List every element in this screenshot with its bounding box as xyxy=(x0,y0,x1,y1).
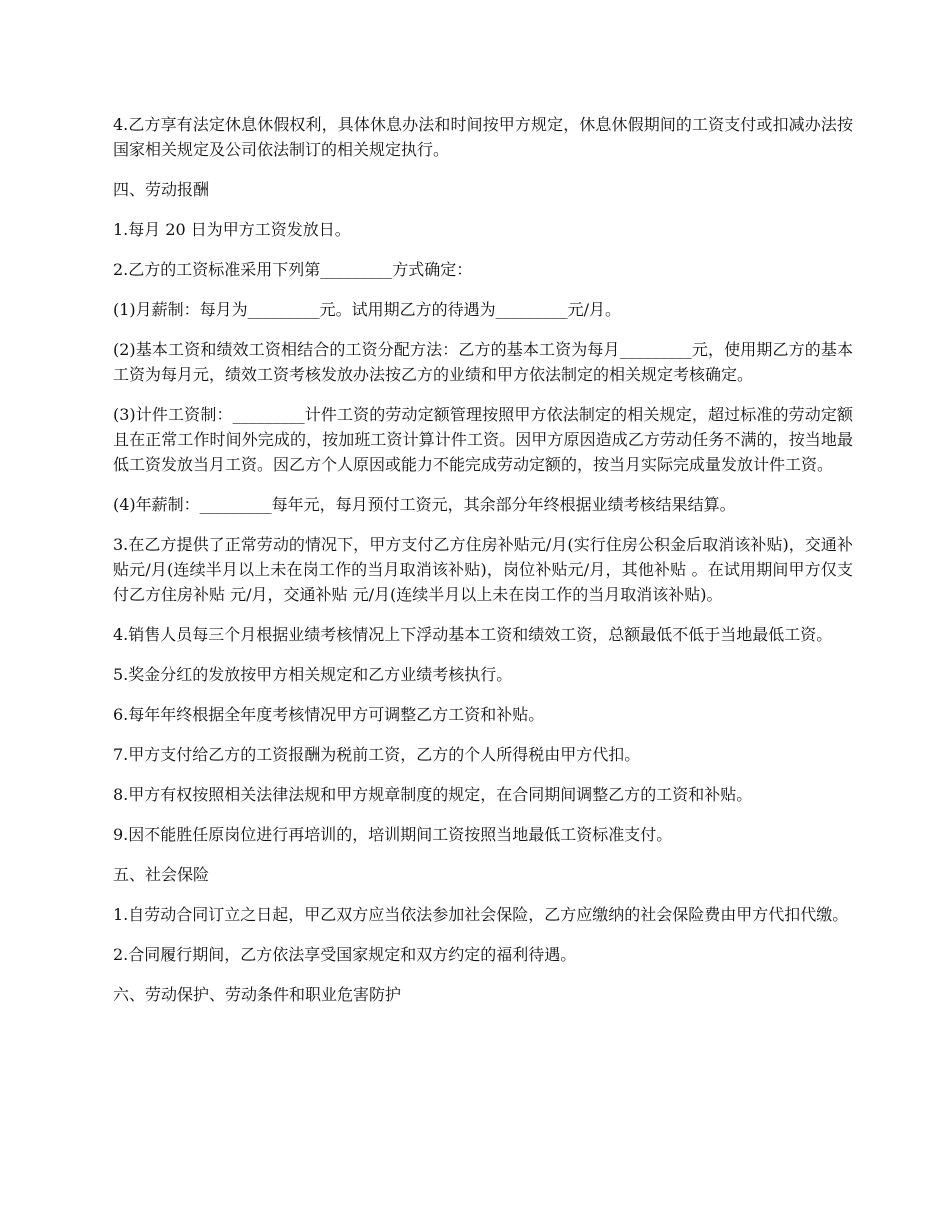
paragraph-bonus: 5.奖金分红的发放按甲方相关规定和乙方业绩考核执行。 xyxy=(113,665,513,684)
section-heading-labor-protection: 六、劳动保护、劳动条件和职业危害防护 xyxy=(113,985,402,1004)
paragraph-rest-rights: 4.乙方享有法定休息休假权利，具体休息办法和时间按甲方规定，休息休假期间的工资支付或扣减办法按国家相关规定及公司依法制订的相关规定执行。 xyxy=(113,115,853,159)
paragraph-allowances: 3.在乙方提供了正常劳动的情况下，甲方支付乙方住房补贴元/月(实行住房公积金后取消该补贴)，交通补贴元/月(连续半月以上未在岗工作的当月取消该补贴)，岗位补贴元/月，其他补贴 。在试用期间甲方仅支付乙方住房补贴 元/月，交通补贴 元/月(连续半月以上未在岗工作的当月取消该补贴)。 xyxy=(113,535,853,604)
document-page xyxy=(113,112,853,1022)
paragraph-welfare: 2.合同履行期间，乙方依法享受国家规定和双方约定的福利待遇。 xyxy=(113,945,577,964)
paragraph-annual-adjustment: 6.每年年终根据全年度考核情况甲方可调整乙方工资和补贴。 xyxy=(113,705,545,724)
paragraph-annual-salary: (4)年薪制：_________每年元，每月预付工资元，其余部分年终根据业绩考核结果结算。 xyxy=(113,495,736,514)
paragraph-wage-standard: 2.乙方的工资标准采用下列第_________方式确定： xyxy=(113,260,473,279)
section-heading-remuneration: 四、劳动报酬 xyxy=(113,180,210,199)
paragraph-adjust-right: 8.甲方有权按照相关法律法规和甲方规章制度的规定，在合同期间调整乙方的工资和补贴。 xyxy=(113,785,753,804)
section-heading-social-insurance: 五、社会保险 xyxy=(113,865,210,884)
paragraph-insurance-participation: 1.自劳动合同订立之日起，甲乙双方应当依法参加社会保险，乙方应缴纳的社会保险费由甲方代扣代缴。 xyxy=(113,905,849,924)
paragraph-sales-staff: 4.销售人员每三个月根据业绩考核情况上下浮动基本工资和绩效工资，总额最低不低于当地最低工资。 xyxy=(113,625,833,644)
paragraph-monthly-salary: (1)月薪制：每月为_________元。试用期乙方的待遇为_________元/月。 xyxy=(113,300,622,319)
paragraph-base-performance: (2)基本工资和绩效工资相结合的工资分配方法：乙方的基本工资为每月_________元，使用期乙方的基本工资为每月元，绩效工资考核发放办法按乙方的业绩和甲方依法制定的相关规定考核确定。 xyxy=(113,340,853,384)
paragraph-retraining: 9.因不能胜任原岗位进行再培训的，培训期间工资按照当地最低工资标准支付。 xyxy=(113,825,673,844)
paragraph-pretax: 7.甲方支付给乙方的工资报酬为税前工资，乙方的个人所得税由甲方代扣。 xyxy=(113,745,641,764)
paragraph-piece-rate: (3)计件工资制：_________计件工资的劳动定额管理按照甲方依法制定的相关规定，超过标准的劳动定额且在正常工作时间外完成的，按加班工资计算计件工资。因甲方原因造成乙方劳动任务不满的，按当地最低工资发放当月工资。因乙方个人原因或能力不能完成劳动定额的，按当月实际完成量发放计件工资。 xyxy=(113,405,853,474)
paragraph-payday: 1.每月 20 日为甲方工资发放日。 xyxy=(113,220,351,239)
